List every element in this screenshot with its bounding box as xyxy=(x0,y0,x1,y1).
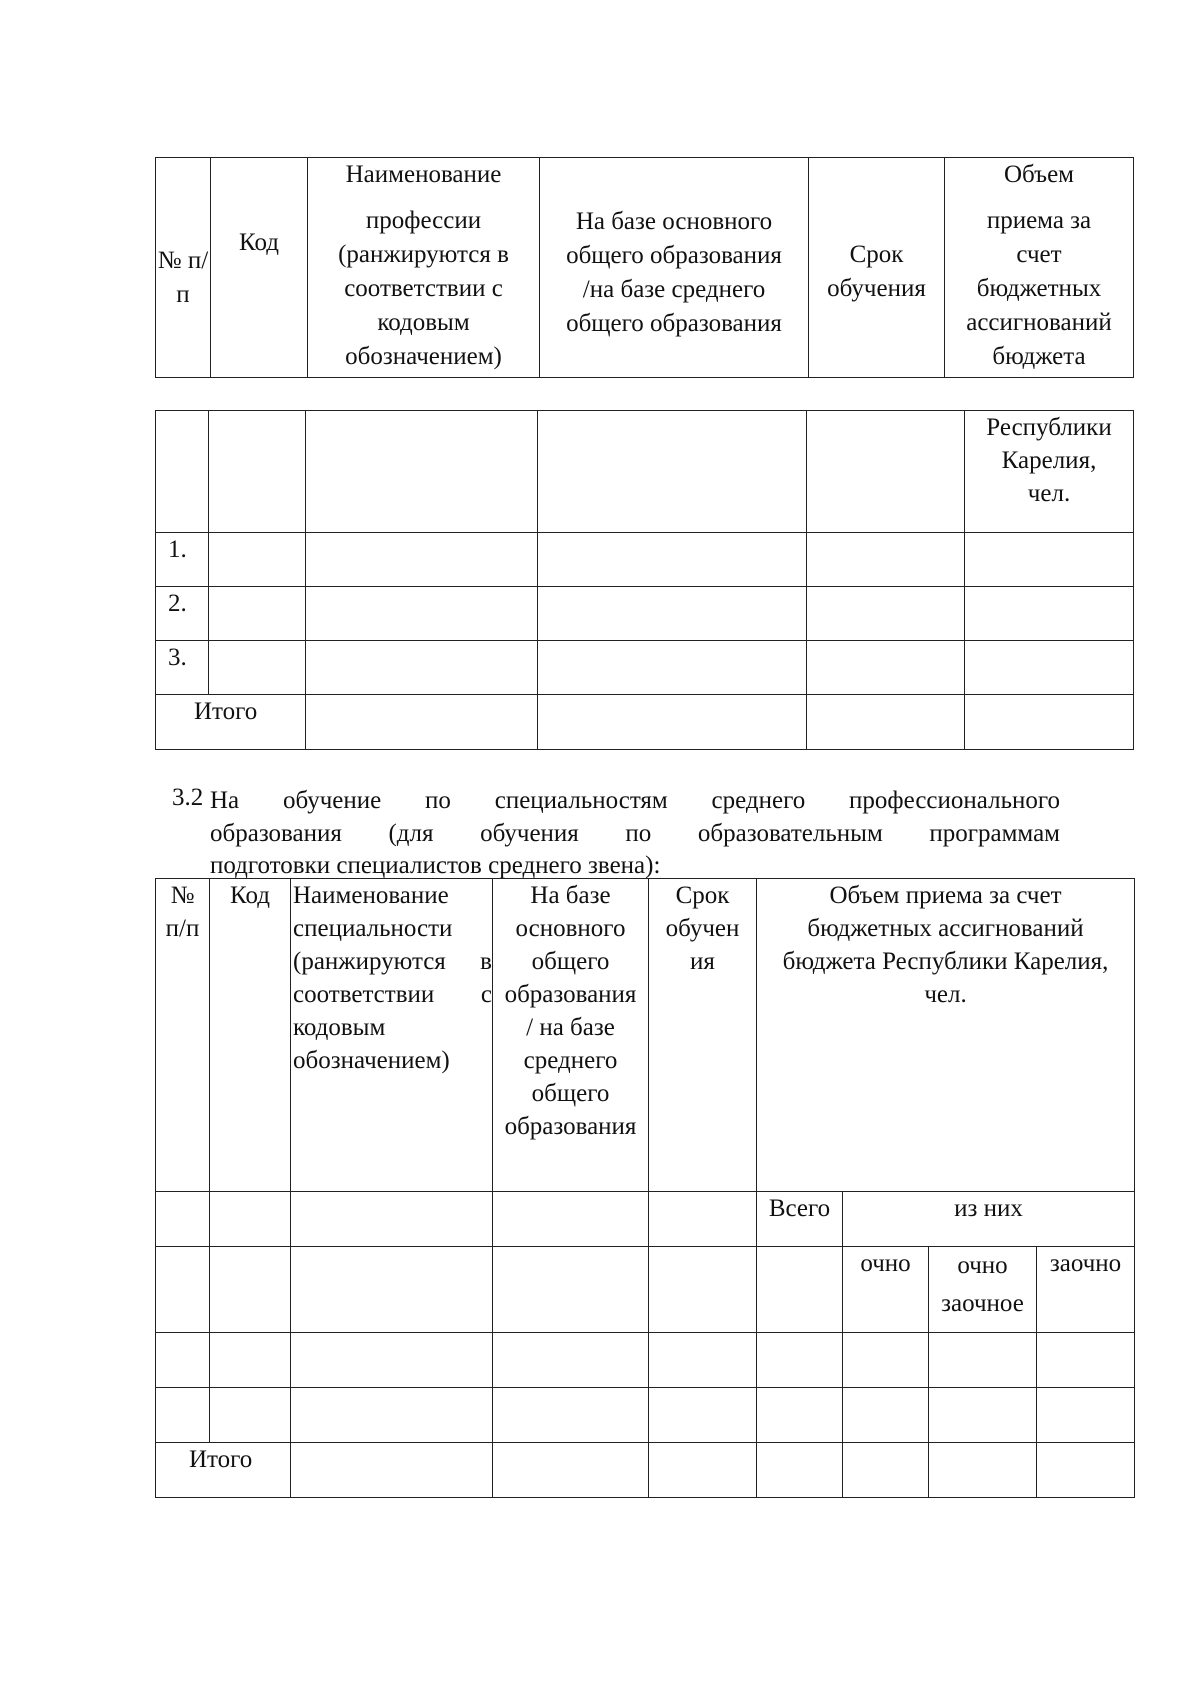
volume-line: ассигнований xyxy=(966,309,1112,336)
professions-header-table xyxy=(155,157,1134,378)
cell xyxy=(538,641,807,695)
cell xyxy=(493,1333,649,1388)
cell xyxy=(757,1388,843,1443)
base-line: общего xyxy=(531,948,610,975)
cell xyxy=(291,1333,493,1388)
cell xyxy=(306,411,538,533)
cell xyxy=(493,1443,649,1498)
cell xyxy=(291,1443,493,1498)
row-number: 3. xyxy=(156,641,209,695)
extramural-header: заочно xyxy=(1037,1247,1135,1333)
header-specialty-name xyxy=(291,879,493,1192)
cell xyxy=(965,641,1134,695)
header-code-text: Код xyxy=(230,882,270,909)
base-line: среднего xyxy=(523,1047,618,1074)
cell xyxy=(156,1192,210,1247)
base-line: На базе основного xyxy=(575,208,773,235)
name-line: кодовым xyxy=(293,1014,386,1041)
cell xyxy=(649,1247,757,1333)
cell xyxy=(929,1333,1037,1388)
term-line: обучения xyxy=(827,275,926,302)
cell xyxy=(757,1333,843,1388)
base-line: образования xyxy=(504,981,637,1008)
cell xyxy=(965,533,1134,587)
specialties-table xyxy=(155,878,1135,1498)
term-line: Срок xyxy=(849,241,904,268)
cell xyxy=(538,411,807,533)
part-time-header xyxy=(929,1247,1037,1333)
num-line: п/п xyxy=(165,915,200,942)
section-line-3: подготовки специалистов среднего звена): xyxy=(210,852,661,879)
base-line: образования xyxy=(504,1113,637,1140)
header-num xyxy=(156,158,211,378)
name-line: обозначением) xyxy=(293,1047,450,1074)
volume-cont-line: чел. xyxy=(1027,480,1071,507)
header-education-base xyxy=(540,158,809,378)
of-them-header: из них xyxy=(843,1192,1135,1247)
table-row xyxy=(156,641,1134,695)
table-row xyxy=(156,587,1134,641)
base-line: основного xyxy=(515,915,626,942)
table-row xyxy=(156,1388,1135,1443)
cell xyxy=(291,1247,493,1333)
header-profession-name xyxy=(308,158,540,378)
base-line: На базе xyxy=(530,882,611,909)
header-code xyxy=(210,879,291,1192)
base-line: общего xyxy=(531,1080,610,1107)
volume-line: бюджета xyxy=(992,343,1086,370)
total-row xyxy=(156,695,1134,750)
volume-cont-line: Карелия, xyxy=(1001,447,1097,474)
term-line: Срок xyxy=(675,882,730,909)
cell xyxy=(1037,1333,1135,1388)
cell xyxy=(156,1247,210,1333)
total-text: Итого xyxy=(194,698,258,725)
total-column-header: Всего xyxy=(757,1192,843,1247)
cell xyxy=(156,1333,210,1388)
cell xyxy=(210,1333,291,1388)
cell xyxy=(1037,1443,1135,1498)
cell xyxy=(291,1192,493,1247)
header-num-text: № п/п xyxy=(157,246,209,308)
term-line: обучен xyxy=(665,915,740,942)
cell xyxy=(209,587,306,641)
cell xyxy=(649,1192,757,1247)
base-line: общего образования xyxy=(566,310,782,337)
name-line: профессии xyxy=(365,207,482,234)
volume-line: Объем приема за счет xyxy=(829,882,1062,909)
cell xyxy=(929,1443,1037,1498)
cell xyxy=(306,533,538,587)
volume-line: чел. xyxy=(924,981,967,1008)
cell xyxy=(538,533,807,587)
header-code xyxy=(211,158,308,378)
cell xyxy=(965,587,1134,641)
volume-line: бюджетных xyxy=(976,275,1102,302)
cell xyxy=(807,641,965,695)
cell xyxy=(843,1388,929,1443)
cell xyxy=(209,411,306,533)
cell xyxy=(306,641,538,695)
name-line: специальности xyxy=(293,915,453,942)
total-label xyxy=(156,695,306,750)
cell xyxy=(156,411,209,533)
total-label xyxy=(156,1443,291,1498)
professions-body-table xyxy=(155,410,1134,750)
section-number: 3.2 xyxy=(172,784,204,811)
cell xyxy=(807,695,965,750)
term-line: ия xyxy=(690,948,715,975)
volume-line: бюджетных ассигнований xyxy=(807,915,1084,942)
name-line: Наименование xyxy=(345,161,502,188)
cell xyxy=(1037,1388,1135,1443)
cell xyxy=(493,1388,649,1443)
volume-cont-line: Республики xyxy=(986,414,1112,441)
full-time-header: очно xyxy=(843,1247,929,1333)
volume-line: счет xyxy=(1016,241,1062,268)
cell xyxy=(156,1388,210,1443)
num-line: № xyxy=(170,882,195,909)
cell xyxy=(210,1192,291,1247)
base-line: общего образования xyxy=(566,242,782,269)
cell xyxy=(807,587,965,641)
volume-line: приема за xyxy=(986,207,1092,234)
cell xyxy=(843,1443,929,1498)
cell xyxy=(807,411,965,533)
total-row xyxy=(156,1443,1135,1498)
cell xyxy=(807,533,965,587)
volume-line: Объем xyxy=(1004,161,1074,188)
name-line: (ранжируются в xyxy=(338,241,509,268)
cell xyxy=(493,1192,649,1247)
cell xyxy=(965,695,1134,750)
cell xyxy=(210,1247,291,1333)
cell xyxy=(306,695,538,750)
cell xyxy=(649,1443,757,1498)
base-line: /на базе среднего xyxy=(582,276,766,303)
cell xyxy=(210,1388,291,1443)
part-time-line: заочное xyxy=(941,1290,1024,1317)
cell xyxy=(649,1388,757,1443)
part-time-line: очно xyxy=(957,1252,1008,1279)
section-line-2: образования (для обучения по образовательным программам xyxy=(210,820,1060,847)
cell xyxy=(209,641,306,695)
name-line: кодовым xyxy=(377,309,470,336)
header-code-text: Код xyxy=(239,228,279,256)
header-study-term xyxy=(649,879,757,1192)
header-admission-volume xyxy=(757,879,1135,1192)
volume-line: бюджета Республики Карелия, xyxy=(782,948,1109,975)
name-line: соответствии с xyxy=(293,981,492,1008)
cell xyxy=(538,587,807,641)
cell xyxy=(649,1333,757,1388)
header-num xyxy=(156,879,210,1192)
cell xyxy=(757,1443,843,1498)
name-line: Наименование xyxy=(293,882,449,909)
name-line: (ранжируются в xyxy=(293,948,492,975)
cell xyxy=(291,1388,493,1443)
name-line: обозначением) xyxy=(345,343,502,370)
header-education-base xyxy=(493,879,649,1192)
row-number: 1. xyxy=(156,533,209,587)
volume-continuation xyxy=(965,411,1134,533)
table-row xyxy=(156,533,1134,587)
cell xyxy=(538,695,807,750)
row-number: 2. xyxy=(156,587,209,641)
cell xyxy=(493,1247,649,1333)
cell xyxy=(757,1247,843,1333)
header-admission-volume xyxy=(945,158,1134,378)
cell xyxy=(306,587,538,641)
cell xyxy=(843,1333,929,1388)
table-row xyxy=(156,1333,1135,1388)
base-line: / на базе xyxy=(526,1014,615,1041)
cell xyxy=(209,533,306,587)
total-text: Итого xyxy=(189,1446,253,1473)
section-line-1: На обучение по специальностям среднего профессионального xyxy=(210,787,1060,814)
cell xyxy=(929,1388,1037,1443)
name-line: соответствии с xyxy=(344,275,503,302)
header-study-term xyxy=(809,158,945,378)
